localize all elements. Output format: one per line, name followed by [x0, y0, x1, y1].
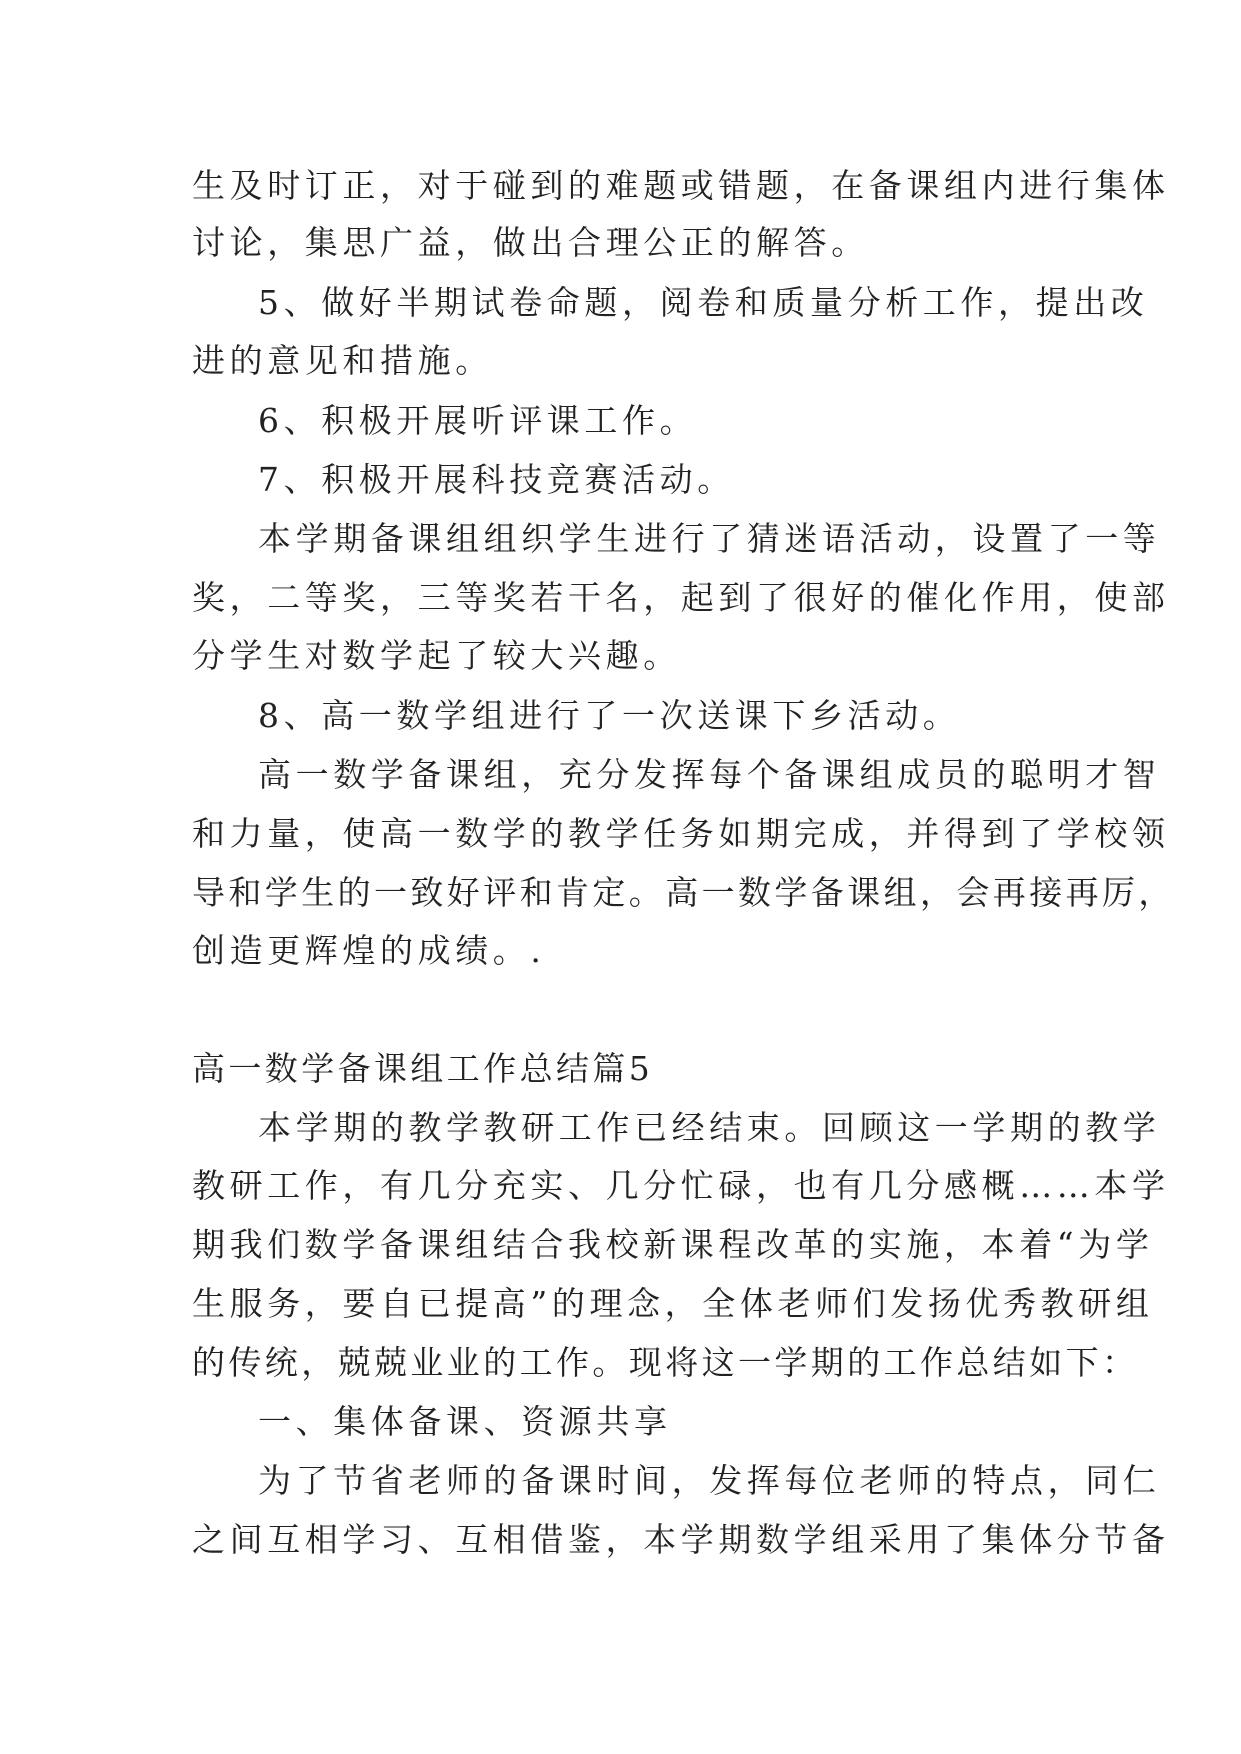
paragraph-line: 教研工作，有几分充实、几分忙碌，也有几分感概……本学: [192, 1166, 1170, 1205]
paragraph-line: 之间互相学习、互相借鉴，本学期数学组采用了集体分节备: [192, 1520, 1170, 1559]
list-item-5: 5、做好半期试卷命题，阅卷和质量分析工作，提出改: [258, 283, 1149, 322]
paragraph-line: 的传统，兢兢业业的工作。现将这一学期的工作总结如下：: [192, 1343, 1139, 1382]
subsection-heading: 一、集体备课、资源共享: [258, 1402, 672, 1441]
list-item-6: 6、积极开展听评课工作。: [258, 401, 698, 440]
paragraph-line: 和力量，使高一数学的教学任务如期完成，并得到了学校领: [192, 814, 1170, 853]
paragraph-line: 为了节省老师的备课时间，发挥每位老师的特点，同仁: [258, 1461, 1161, 1500]
paragraph-line: 创造更辉煌的成绩。.: [192, 931, 546, 970]
paragraph-line: 生及时订正，对于碰到的难题或错题，在备课组内进行集体: [192, 166, 1170, 205]
list-item-8: 8、高一数学组进行了一次送课下乡活动。: [258, 696, 961, 735]
paragraph-line: 讨论，集思广益，做出合理公正的解答。: [192, 223, 869, 262]
paragraph-line: 进的意见和措施。: [192, 341, 493, 380]
paragraph-line: 本学期的教学教研工作已经结束。回顾这一学期的教学: [258, 1108, 1161, 1147]
paragraph-line: 导和学生的一致好评和肯定。高一数学备课组，会再接再厉，: [192, 873, 1175, 912]
section-heading: 高一数学备课组工作总结篇5: [192, 1049, 654, 1088]
paragraph-line: 期我们数学备课组结合我校新课程改革的实施，本着“为学: [192, 1225, 1154, 1264]
list-item-7: 7、积极开展科技竞赛活动。: [258, 460, 735, 499]
paragraph-line: 生服务，要自已提高”的理念，全体老师们发扬优秀教研组: [192, 1284, 1154, 1323]
paragraph-line: 本学期备课组组织学生进行了猜迷语活动，设置了一等: [258, 519, 1161, 558]
paragraph-line: 奖，二等奖，三等奖若干名，起到了很好的催化作用，使部: [192, 578, 1170, 617]
paragraph-line: 分学生对数学起了较大兴趣。: [192, 636, 681, 675]
paragraph-line: 高一数学备课组，充分发挥每个备课组成员的聪明才智: [258, 755, 1161, 794]
